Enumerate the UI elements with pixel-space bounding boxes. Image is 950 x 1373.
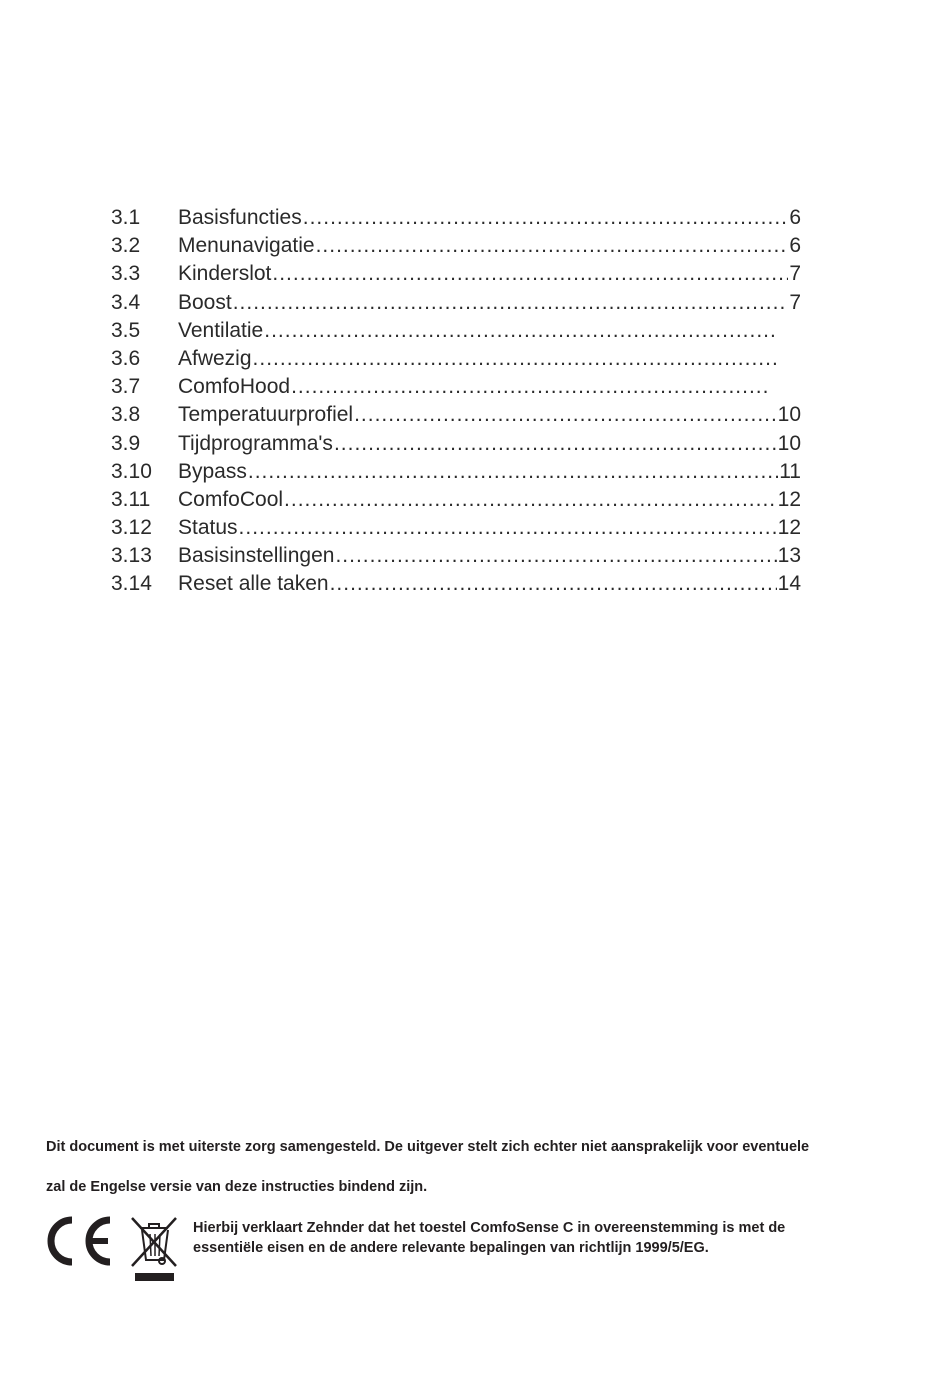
toc-dot-leader — [264, 319, 778, 343]
toc-dot-leader — [239, 516, 777, 540]
toc-page-number: 11 — [779, 459, 801, 483]
toc-entry[interactable] — [111, 488, 801, 516]
toc-page-number: 13 — [777, 544, 801, 568]
toc-page-number: 6 — [789, 206, 801, 229]
toc-entry[interactable] — [111, 234, 801, 262]
toc-dot-leader — [335, 544, 776, 568]
toc-section-title: Basisinstellingen — [178, 544, 335, 568]
toc-entry[interactable] — [111, 319, 801, 347]
toc-page-number: 12 — [777, 516, 801, 540]
toc-section-number: 3.2 — [111, 234, 141, 258]
toc-section-number: 3.3 — [111, 262, 141, 286]
declaration-line-1: Hierbij verklaart Zehnder dat het toestel ComfoSense C in overeenstemming is met de — [193, 1220, 786, 1236]
toc-dot-leader — [354, 403, 777, 427]
toc-page-number: 7 — [789, 262, 801, 286]
ce-mark-icon — [44, 1216, 116, 1266]
toc-section-number: 3.5 — [111, 318, 141, 342]
toc-entry[interactable] — [111, 572, 801, 600]
toc-section-title: Basisfuncties — [178, 206, 302, 229]
toc-dot-leader — [291, 375, 767, 399]
toc-section-title: Status — [178, 516, 238, 540]
toc-dot-leader — [303, 206, 789, 230]
toc-section-number: 3.8 — [111, 403, 141, 427]
toc-section-number: 3.11 — [111, 487, 151, 511]
toc-entry[interactable] — [111, 375, 801, 403]
crossed-out-wheelie-bin-icon — [128, 1214, 180, 1284]
toc-entry[interactable] — [111, 347, 801, 375]
toc-section-title: Afwezig — [178, 346, 252, 370]
toc-dot-leader — [253, 347, 778, 371]
toc-entry[interactable] — [111, 544, 801, 572]
toc-page-number: 10 — [777, 403, 801, 427]
toc-section-number: 3.7 — [111, 375, 141, 399]
toc-entry[interactable] — [111, 291, 801, 319]
toc-dot-leader — [330, 572, 777, 596]
toc-section-title: ComfoHood — [178, 375, 291, 399]
toc-entry[interactable] — [111, 516, 801, 544]
conformity-declaration — [193, 1218, 785, 1258]
toc-section-number: 3.4 — [111, 290, 141, 314]
toc-dot-leader — [248, 460, 778, 484]
toc-section-title: ComfoCool — [178, 487, 284, 511]
toc-dot-leader — [334, 432, 777, 456]
toc-entry[interactable] — [111, 460, 801, 488]
toc-section-title: Kinderslot — [178, 262, 272, 286]
toc-section-number: 3.1 — [111, 206, 141, 229]
table-of-contents — [111, 206, 801, 601]
toc-dot-leader — [284, 488, 777, 512]
toc-section-title: Menunavigatie — [178, 234, 315, 258]
toc-page-number: 7 — [789, 290, 801, 314]
toc-page-number: 10 — [777, 431, 801, 455]
toc-section-number: 3.9 — [111, 431, 141, 455]
toc-section-number: 3.10 — [111, 459, 152, 483]
declaration-line-2: essentiële eisen en de andere relevante bepalingen van richtlijn 1999/5/EG. — [193, 1240, 709, 1256]
toc-section-title: Tijdprogramma's — [178, 431, 333, 455]
toc-entry[interactable] — [111, 262, 801, 290]
toc-dot-leader — [272, 262, 788, 286]
toc-section-title: Bypass — [178, 459, 247, 483]
toc-dot-leader — [233, 291, 789, 315]
toc-section-title: Reset alle taken — [178, 572, 329, 596]
toc-section-number: 3.6 — [111, 346, 141, 370]
disclaimer-line-2: zal de Engelse versie van deze instructies bindend zijn. — [46, 1179, 428, 1195]
toc-entry[interactable] — [111, 206, 801, 234]
toc-page-number: 12 — [777, 487, 801, 511]
toc-section-number: 3.12 — [111, 516, 152, 540]
disclaimer-line-1: Dit document is met uiterste zorg samengesteld. De uitgever stelt zich echter niet aansprakelijk voor eventuele — [46, 1139, 810, 1155]
toc-page-number: 6 — [789, 234, 801, 258]
toc-section-title: Ventilatie — [178, 318, 264, 342]
toc-section-title: Boost — [178, 290, 232, 314]
toc-section-number: 3.13 — [111, 544, 152, 568]
toc-entry[interactable] — [111, 403, 801, 431]
toc-section-number: 3.14 — [111, 572, 152, 596]
toc-dot-leader — [316, 234, 789, 258]
toc-page-number: 14 — [777, 572, 801, 596]
toc-section-title: Temperatuurprofiel — [178, 403, 354, 427]
toc-entry[interactable] — [111, 432, 801, 460]
